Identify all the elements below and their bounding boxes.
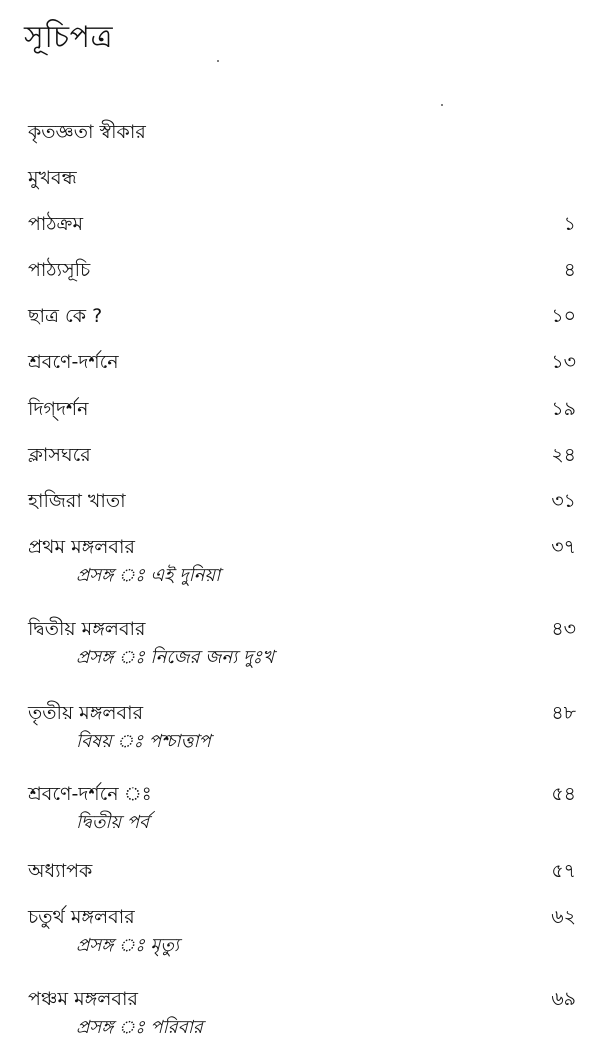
toc-entry <box>28 210 576 240</box>
entry-page-number: ৩৭ <box>551 536 576 558</box>
toc-entry <box>28 699 576 752</box>
entry-page-number: ৬৯ <box>551 988 576 1010</box>
entry-subtitle: প্রসঙ্গ ঃ নিজের জন্য দুঃখ <box>76 647 274 668</box>
toc-entry <box>28 348 576 378</box>
toc-entry <box>28 118 576 148</box>
entry-subtitle: প্রসঙ্গ ঃ মৃত্যু <box>76 935 180 956</box>
entry-title: পঞ্চম মঙ্গলবার <box>28 988 138 1010</box>
entry-page-number: ৩১ <box>551 490 576 512</box>
entry-subtitle: প্রসঙ্গ ঃ পরিবার <box>76 1017 203 1038</box>
entry-title: তৃতীয় মঙ্গলবার <box>28 702 144 724</box>
entry-subtitle: বিষয় ঃ পশ্চাত্তাপ <box>76 731 211 752</box>
entry-page-number: ৬২ <box>551 906 576 928</box>
print-speck <box>441 104 443 106</box>
entry-page-number: ৪৩ <box>551 618 576 640</box>
entry-subtitle: প্রসঙ্গ ঃ এই দুনিয়া <box>76 565 221 586</box>
entry-page-number: ১৯ <box>551 398 576 420</box>
entry-page-number: ৪৮ <box>551 702 576 724</box>
entry-title: হাজিরা খাতা <box>28 490 126 512</box>
entry-page-number: ১৩ <box>551 351 576 373</box>
entry-page-number: ৪ <box>563 259 576 281</box>
entry-title: পাঠক্রম <box>28 213 83 235</box>
entry-title: দিগ্‌দর্শন <box>28 398 89 420</box>
entry-page-number: ১ <box>563 213 576 235</box>
toc-entry <box>28 441 576 471</box>
toc-entry <box>28 903 576 956</box>
toc-entry <box>28 857 576 887</box>
entry-page-number: ২৪ <box>551 444 576 466</box>
entry-subtitle: দ্বিতীয় পর্ব <box>76 812 150 833</box>
toc-entry <box>28 302 576 332</box>
entry-title: চতুর্থ মঙ্গলবার <box>28 906 135 928</box>
entry-page-number: ৫৪ <box>551 783 576 805</box>
toc-entry <box>28 395 576 425</box>
toc-entry <box>28 256 576 286</box>
entry-page-number: ১০ <box>551 305 576 327</box>
entry-title: মুখবন্ধ <box>28 167 77 189</box>
toc-entry <box>28 985 576 1038</box>
toc-entry <box>28 487 576 517</box>
entry-title: ছাত্র কে ? <box>28 305 103 327</box>
entry-page-number: ৫৭ <box>551 860 576 882</box>
toc-entry <box>28 780 576 833</box>
entry-title: শ্রবণে-দর্শনে ঃ <box>28 783 152 805</box>
toc-entry <box>28 164 576 194</box>
entry-title: পাঠ্যসূচি <box>28 259 91 281</box>
page-title: সূচিপত্র <box>24 20 113 55</box>
print-speck <box>217 60 219 62</box>
entry-title: প্রথম মঙ্গলবার <box>28 536 135 558</box>
entry-title: অধ্যাপক <box>28 860 93 882</box>
entry-title: শ্রবণে-দর্শনে <box>28 351 119 373</box>
entry-title: দ্বিতীয় মঙ্গলবার <box>28 618 146 640</box>
toc-entry <box>28 533 576 586</box>
entry-title: কৃতজ্ঞতা স্বীকার <box>28 121 146 143</box>
toc-entry <box>28 615 576 668</box>
entry-title: ক্লাসঘরে <box>28 444 91 466</box>
